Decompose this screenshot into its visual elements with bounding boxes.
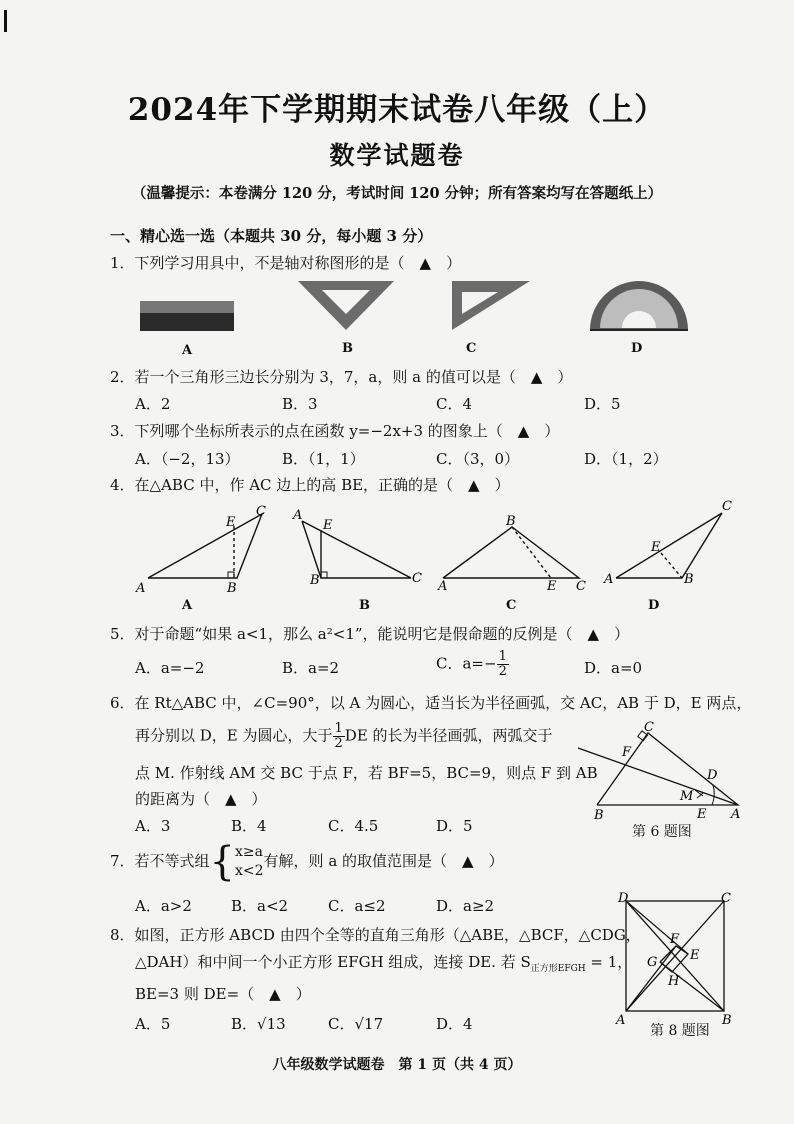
q4c-vertex-c: C: [576, 579, 586, 594]
q3-stem: 3．下列哪个坐标所表示的点在函数 y=−2x+3 的图象上（ ▲ ）: [110, 422, 560, 440]
q4-stem: 4．在△ABC 中，作 AC 边上的高 BE，正确的是（ ▲ ）: [110, 476, 510, 494]
page-subtitle: 数学试题卷: [329, 141, 465, 170]
q1-label-c: C: [466, 341, 477, 356]
q3-option-d: D．（1，2）: [584, 450, 668, 468]
q8-option-d: D．4: [436, 1015, 473, 1033]
q8-line1: 8．如图，正方形 ABCD 由四个全等的直角三角形（△ABE，△BCF，△CDG，: [110, 926, 641, 944]
q6-vertex-b: B: [594, 808, 604, 823]
q7-option-c: C．a≤2: [328, 897, 386, 915]
q8-option-c: C．√17: [328, 1015, 384, 1033]
q6-option-c: C．4.5: [328, 817, 379, 835]
q4a-vertex-e: E: [226, 515, 236, 530]
q8-vertex-b: B: [722, 1013, 732, 1028]
q8-line3: BE=3 则 DE=（ ▲ ）: [135, 985, 311, 1003]
q4a-vertex-c: C: [256, 504, 266, 519]
q8-vertex-c: C: [721, 891, 731, 906]
q5-option-b: B．a=2: [282, 659, 340, 677]
q4b-vertex-c: C: [412, 571, 422, 586]
q2-option-d: D．5: [584, 395, 621, 413]
q6-vertex-c: C: [644, 720, 654, 735]
q2-option-b: B．3: [282, 395, 318, 413]
q1-label-d: D: [631, 341, 643, 356]
q5-stem: 5．对于命题“如果 a<1，那么 a²<1”，能说明它是假命题的反例是（ ▲ ）: [110, 625, 630, 643]
q6-vertex-f: F: [622, 745, 632, 760]
q5-option-a: A．a=−2: [135, 659, 205, 677]
q5-fraction: $\frac{1}{2}$: [498, 649, 507, 679]
q6-option-b: B．4: [231, 817, 267, 835]
q8-option-a: A．5: [135, 1015, 171, 1033]
q6-line4: 的距离为（ ▲ ）: [135, 790, 267, 808]
q8-line2: △DAH）和中间一个小正方形 EFGH 组成，连接 DE. 若 $S_{正方形EFGH} = 1$，: [135, 953, 633, 974]
q6-caption: 第 6 题图: [632, 824, 692, 840]
q7-option-b: B．a<2: [231, 897, 289, 915]
q4-label-b: B: [359, 598, 370, 613]
q6-option-a: A．3: [135, 817, 171, 835]
q6-option-d: D．5: [436, 817, 473, 835]
q8-option-b: B．√13: [231, 1015, 286, 1033]
q8-vertex-e: E: [690, 948, 700, 963]
q4b-vertex-b: B: [310, 573, 320, 588]
q6-line3: 点 M. 作射线 AM 交 BC 于点 F，若 BF=5，BC=9，则点 F 到 AB: [135, 764, 598, 782]
q4a-vertex-a: A: [136, 581, 146, 596]
q6-fraction: $\frac{1}{2}$: [334, 721, 343, 751]
q4b-vertex-e: E: [323, 518, 333, 533]
q6-line2: 再分别以 D，E 为圆心，大于 $\frac{1}{2}$ DE 的长为半径画弧，两弧交于: [135, 721, 553, 751]
q4d-vertex-b: B: [684, 572, 694, 587]
q2-option-c: C．4: [436, 395, 473, 413]
q8-vertex-d: D: [618, 891, 629, 906]
q4-label-d: D: [648, 598, 660, 613]
q4c-vertex-b: B: [506, 514, 516, 529]
q1-stem: 1．下列学习用具中，不是轴对称图形的是（ ▲ ）: [110, 254, 462, 272]
q6-vertex-e: E: [697, 807, 707, 822]
q8-vertex-h: H: [668, 974, 680, 989]
q8-caption: 第 8 题图: [650, 1023, 710, 1039]
q4d-vertex-a: A: [604, 572, 614, 587]
q4d-vertex-e: E: [651, 540, 661, 555]
q4-label-a: A: [182, 598, 193, 613]
exam-tip: （温馨提示：本卷满分 120 分，考试时间 120 分钟；所有答案均写在答题纸上）: [131, 185, 663, 202]
q3-option-b: B．（1，1）: [282, 450, 365, 468]
q4d-vertex-c: C: [722, 499, 732, 514]
q8-vertex-f: F: [670, 932, 680, 947]
q6-line1: 6．在 Rt△ABC 中，∠C=90°，以 A 为圆心，适当长为半径画弧，交 AC，AB 于 D，E 两点，: [110, 694, 752, 712]
q1-label-b: B: [342, 341, 353, 356]
q8-vertex-a: A: [616, 1013, 626, 1028]
q4c-vertex-e: E: [547, 579, 557, 594]
page-title: 2024年下学期期末试卷八年级（上）: [127, 92, 667, 128]
q7-brace: {: [209, 839, 235, 885]
q3-option-c: C．（3，0）: [436, 450, 520, 468]
section-heading: 一、精心选一选（本题共 30 分，每小题 3 分）: [110, 227, 433, 245]
q6-vertex-d: D: [707, 768, 718, 783]
q4b-vertex-a: A: [293, 508, 303, 523]
page-footer: 八年级数学试题卷 第 1 页（共 4 页）: [272, 1057, 522, 1073]
q4a-vertex-b: B: [227, 581, 237, 596]
q7-stem: 7．若不等式组{ x≥a x<2 有解，则 a 的取值范围是（ ▲ ）: [110, 839, 504, 885]
q2-option-a: A．2: [135, 395, 171, 413]
q4-label-c: C: [506, 598, 517, 613]
q2-stem: 2．若一个三角形三边长分别为 3，7，a，则 a 的值可以是（ ▲ ）: [110, 368, 573, 386]
q7-option-d: D．a≥2: [436, 897, 495, 915]
q6-vertex-m: M: [680, 789, 694, 804]
q6-vertex-a: A: [731, 807, 741, 822]
q1-label-a: A: [182, 343, 193, 358]
q8-vertex-g: G: [647, 955, 658, 970]
q5-option-d: D．a=0: [584, 659, 643, 677]
q7-option-a: A．a>2: [135, 897, 192, 915]
q7-system: x≥a x<2: [235, 844, 264, 879]
q3-option-a: A．（−2，13）: [135, 450, 240, 468]
q5-option-c: C．a=− $\frac{1}{2}$: [436, 649, 507, 679]
q4c-vertex-a: A: [438, 579, 448, 594]
